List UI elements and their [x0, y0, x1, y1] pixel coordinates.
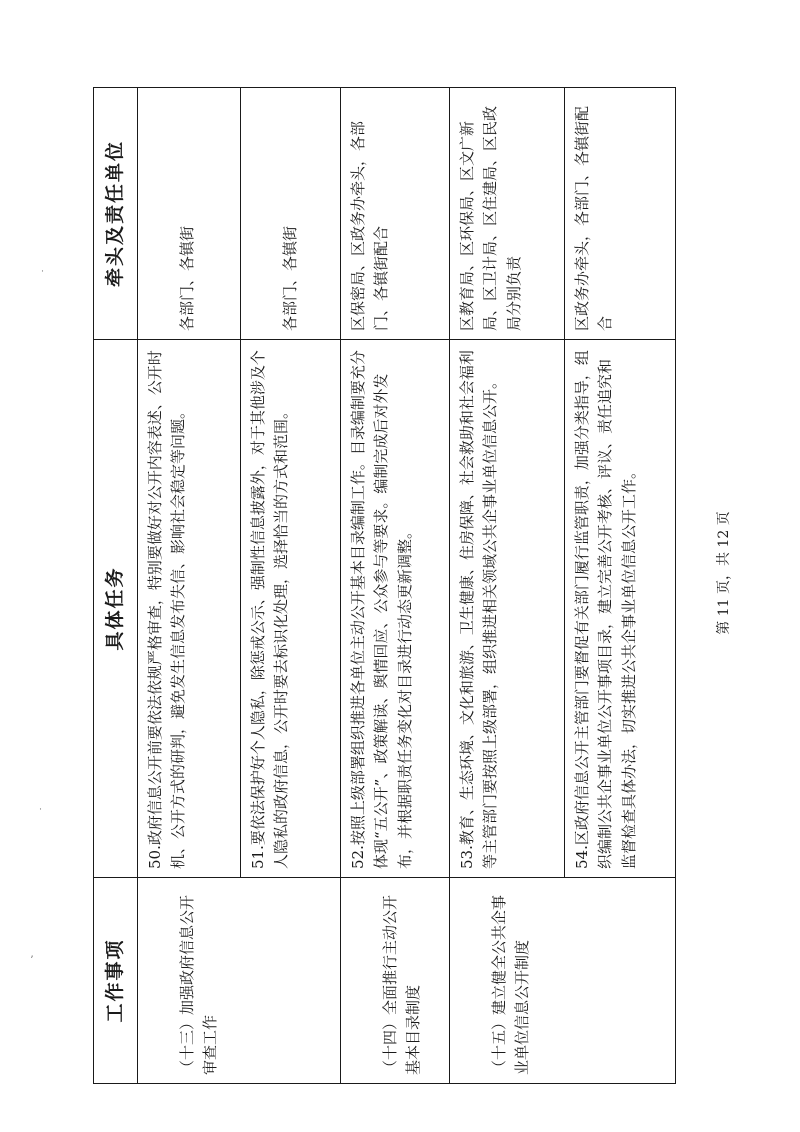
page-footer	[713, 498, 733, 648]
work-item-cell: （十五）建立健全公共企事业单位信息公开制度	[450, 878, 676, 1084]
unit-cell: 区教育局、区环保局、区文广新局、区卫计局、区住建局、区民政局分别负责	[450, 88, 565, 340]
task-cell: 50.政府信息公开前要依法依规严格审查，特别要做好对公开内容表述、公开时机、公开方式的研判，避免发生信息发布失信、影响社会稳定等问题。	[138, 340, 241, 878]
task-cell: 52.按照上级部署组织推进各单位主动公开基本目录编制工作。目录编制要充分体现“五公开”、政策解读、舆情回应、公众参与等要求。编制完成后对外发布，并根据职责任务变化对目录进行动态更新调整。	[341, 340, 450, 878]
unit-cell: 各部门、各镇街	[241, 88, 341, 340]
table-row	[138, 88, 241, 1084]
work-item-cell: （十四）全面推行主动公开基本目录制度	[341, 878, 450, 1084]
table-header-row	[94, 88, 138, 1084]
scan-speck: ˙	[40, 270, 45, 281]
scan-speck: ˙	[38, 808, 43, 819]
header-unit: 牵头及责任单位	[94, 88, 138, 340]
header-task: 具体任务	[94, 340, 138, 878]
unit-cell: 各部门、各镇街	[138, 88, 241, 340]
table-row	[450, 88, 565, 1084]
task-cell: 51.要依法保护好个人隐私，除惩戒公示、强制性信息披露外，对于其他涉及个人隐私的政府信息，公开时要去标识化处理，选择恰当的方式和范围。	[241, 340, 341, 878]
unit-cell: 区政务办牵头，各部门、各镇街配合	[565, 88, 676, 340]
unit-cell: 区保密局、区政务办牵头，各部门、各镇街配合	[341, 88, 450, 340]
document-page	[93, 88, 675, 1084]
work-item-cell: （十三）加强政府信息公开审查工作	[138, 878, 341, 1084]
page-number: 第 11 页，共 12 页	[716, 511, 732, 635]
task-table	[93, 87, 676, 1084]
task-cell: 54.区政府信息公开主管部门要督促有关部门履行监管职责，加强分类指导，组织编制公共企事业单位公开事项目录，建立完善公开考核、评议、责任追究和监督检查具体办法，切实推进公共企事业单位信息公开工作。	[565, 340, 676, 878]
task-cell: 53.教育、生态环境、文化和旅游、卫生健康、住房保障、社会救助和社会福利等主管部门要按照上级部署，组织推进相关领域公共企事业单位信息公开。	[450, 340, 565, 878]
table-row	[341, 88, 450, 1084]
scan-speck: ʼ	[30, 955, 34, 966]
header-item: 工作事项	[94, 878, 138, 1084]
